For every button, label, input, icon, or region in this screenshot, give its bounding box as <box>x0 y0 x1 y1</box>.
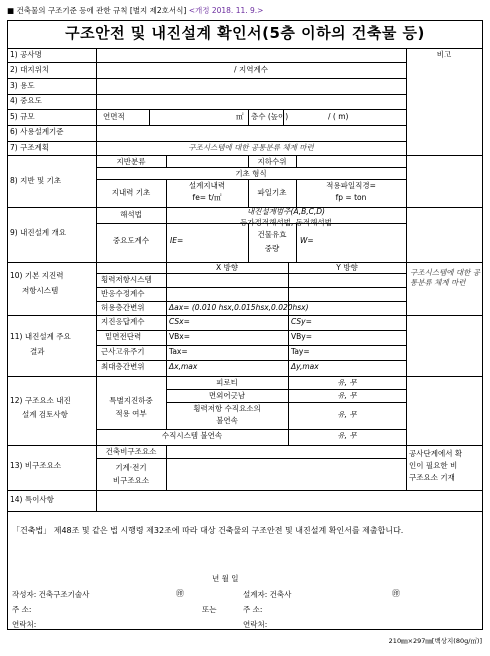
pile-foundation-label: 파일기초 <box>257 188 287 197</box>
site-region-coef: / 지역계수 <box>234 65 268 74</box>
row-label-project: 1) 공사명 <box>10 50 42 59</box>
applied-label: 적용 여부 <box>115 409 147 418</box>
special-load-label: 특별지진하중 <box>109 396 153 405</box>
designer-seal: ㊞ <box>392 589 400 598</box>
nonstructural-note-3: 구조요소 기재 <box>409 473 455 482</box>
vby-value: VBy= <box>291 332 312 341</box>
row-label-importance: 4) 중요도 <box>10 96 42 105</box>
csx-value: CSx= <box>169 317 190 326</box>
row-label-structural-review-2: 설계 검토사항 <box>22 410 68 419</box>
paper-spec: 210㎜×297㎜[백상지(80g/㎡)] <box>388 637 482 645</box>
row-label-nonstructural: 13) 비구조요소 <box>10 461 62 470</box>
row-label-seismic-overview: 9) 내진설계 개요 <box>10 228 66 237</box>
arch-nonstructural-label: 건축비구조요소 <box>105 447 157 456</box>
designer-phone: 연락처: <box>243 620 268 629</box>
row-label-structural-review: 12) 구조요소 내진 <box>10 396 71 405</box>
csy-value: CSy= <box>291 317 312 326</box>
groundwater-label: 지하수위 <box>257 157 287 166</box>
design-bearing-label: 설계지내력 <box>188 181 226 190</box>
importance-factor-label: 중요도계수 <box>112 236 150 245</box>
y-direction-header: Y 방향 <box>336 263 358 272</box>
response-coef-cs-label: 지진응답계수 <box>101 317 145 326</box>
page-title: 구조안전 및 내진설계 확인서(5층 이하의 건축물 등) <box>65 24 425 42</box>
structure-plan-note: 구조시스템에 대한 공통분류 체계 마련 <box>188 143 314 152</box>
designer-address: 주 소: <box>243 605 263 614</box>
bearing-foundation-label: 지내력 기초 <box>111 188 151 197</box>
tay-value: Tay= <box>291 347 310 356</box>
analysis-type: 등가정적해석법, 동적해석법 <box>240 218 332 227</box>
author-line: 작성자: 건축구조기술사 <box>12 590 90 599</box>
note-column-header: 비고 <box>436 50 452 59</box>
date-line: 년 월 일 <box>212 574 239 583</box>
base-shear-label: 밑면전단력 <box>105 332 142 341</box>
mep-label-2: 비구조요소 <box>112 476 150 485</box>
row-label-design-code: 6) 사용설계기준 <box>10 127 64 136</box>
effective-weight-label: 건물유효 <box>257 230 287 239</box>
or-label: 또는 <box>202 605 217 614</box>
seismic-category: 내진설계범주(A,B,C,D) <box>247 207 325 216</box>
author-phone: 연락처: <box>12 620 37 629</box>
form-name: ■ 건축물의 구조기준 등에 관한 규칙 [별지 제2호서식] <box>7 6 187 15</box>
soil-class-label: 지반분류 <box>116 157 146 166</box>
row-label-seismic-results: 11) 내진설계 주요 <box>10 332 71 341</box>
vertical-element-label-2: 불연속 <box>216 416 238 425</box>
out-of-plane-yes-no: 유, 무 <box>337 391 357 400</box>
analysis-method-label: 해석법 <box>120 210 142 219</box>
revision-note: <개정 2018. 11. 9.> <box>188 6 264 15</box>
row-label-structure-plan: 7) 구조계획 <box>10 143 50 152</box>
vertical-element-label: 횡력저항 수직요소의 <box>193 404 261 413</box>
declaration-text: 「건축법」 제48조 및 같은 법 시행령 제32조에 따라 대상 건축물의 구조안전 및 내진설계 확인서를 제출합니다. <box>12 526 404 535</box>
form-header <box>7 5 263 16</box>
floor-area-label: 연면적 <box>103 112 125 121</box>
w-value: W= <box>300 236 314 245</box>
row-label-seismic-results-2: 결과 <box>30 347 45 356</box>
row-label-remarks: 14) 특이사항 <box>10 495 54 504</box>
max-drift-label: 최대층간변위 <box>101 362 145 371</box>
author-seal: ㊞ <box>176 589 184 598</box>
lateral-system-label: 횡력저항시스템 <box>101 275 152 284</box>
height-unit: / ( m) <box>328 112 349 121</box>
period-label: 근사고유주기 <box>101 347 145 356</box>
row-label-use: 3) 용도 <box>10 81 35 90</box>
out-of-plane-label: 면외어긋남 <box>208 391 246 400</box>
allowable-drift-value: Δax= (0.010 hsx,0.015hsx,0.020hsx) <box>169 303 309 312</box>
vertical-element-yes-no: 유, 무 <box>337 410 357 419</box>
pile-diameter-label: 적용파일직경= <box>326 181 376 190</box>
vertical-system-label: 수직시스템 불연속 <box>161 431 223 440</box>
nonstructural-note-1: 공사단계에서 확 <box>409 449 463 458</box>
row-label-seismic-system-2: 저항시스템 <box>22 286 59 295</box>
fe-value: fe= t/㎡ <box>192 193 222 202</box>
piloti-label: 피로티 <box>216 378 238 387</box>
vertical-system-yes-no: 유, 무 <box>337 431 357 440</box>
row-label-scale: 5) 규모 <box>10 112 35 121</box>
mep-label: 기계·전기 <box>115 463 147 472</box>
piloti-yes-no: 유, 무 <box>337 378 357 387</box>
floor-area-unit: ㎡ <box>236 112 244 121</box>
dy-max-value: Δy,max <box>291 362 319 371</box>
ie-value: IE= <box>170 236 184 245</box>
allowable-drift-label: 허용층간변위 <box>101 303 145 312</box>
row-label-site: 2) 대지위치 <box>10 65 50 74</box>
floors-height-label: 층수 (높이) <box>251 112 289 121</box>
response-coef-label: 반응수정계수 <box>101 289 145 298</box>
row-label-seismic-system: 10) 기본 지진력 <box>10 271 64 280</box>
author-address: 주 소: <box>12 605 32 614</box>
system-classification-note: 구조시스템에 대한 공통분류 체계 마련 <box>410 268 480 288</box>
foundation-type-label: 기초 형식 <box>235 169 267 178</box>
designer-line: 설계자: 건축사 <box>243 590 292 599</box>
form-frame <box>7 20 483 630</box>
x-direction-header: X 방향 <box>215 263 239 272</box>
vbx-value: VBx= <box>169 332 190 341</box>
weight-label: 중량 <box>264 244 280 253</box>
row-label-foundation: 8) 지반 및 기초 <box>10 176 62 185</box>
nonstructural-note-2: 인이 필요한 비 <box>409 461 458 470</box>
tax-value: Tax= <box>169 347 188 356</box>
dx-max-value: Δx,max <box>169 362 198 371</box>
fp-value: fp = ton <box>335 193 367 202</box>
